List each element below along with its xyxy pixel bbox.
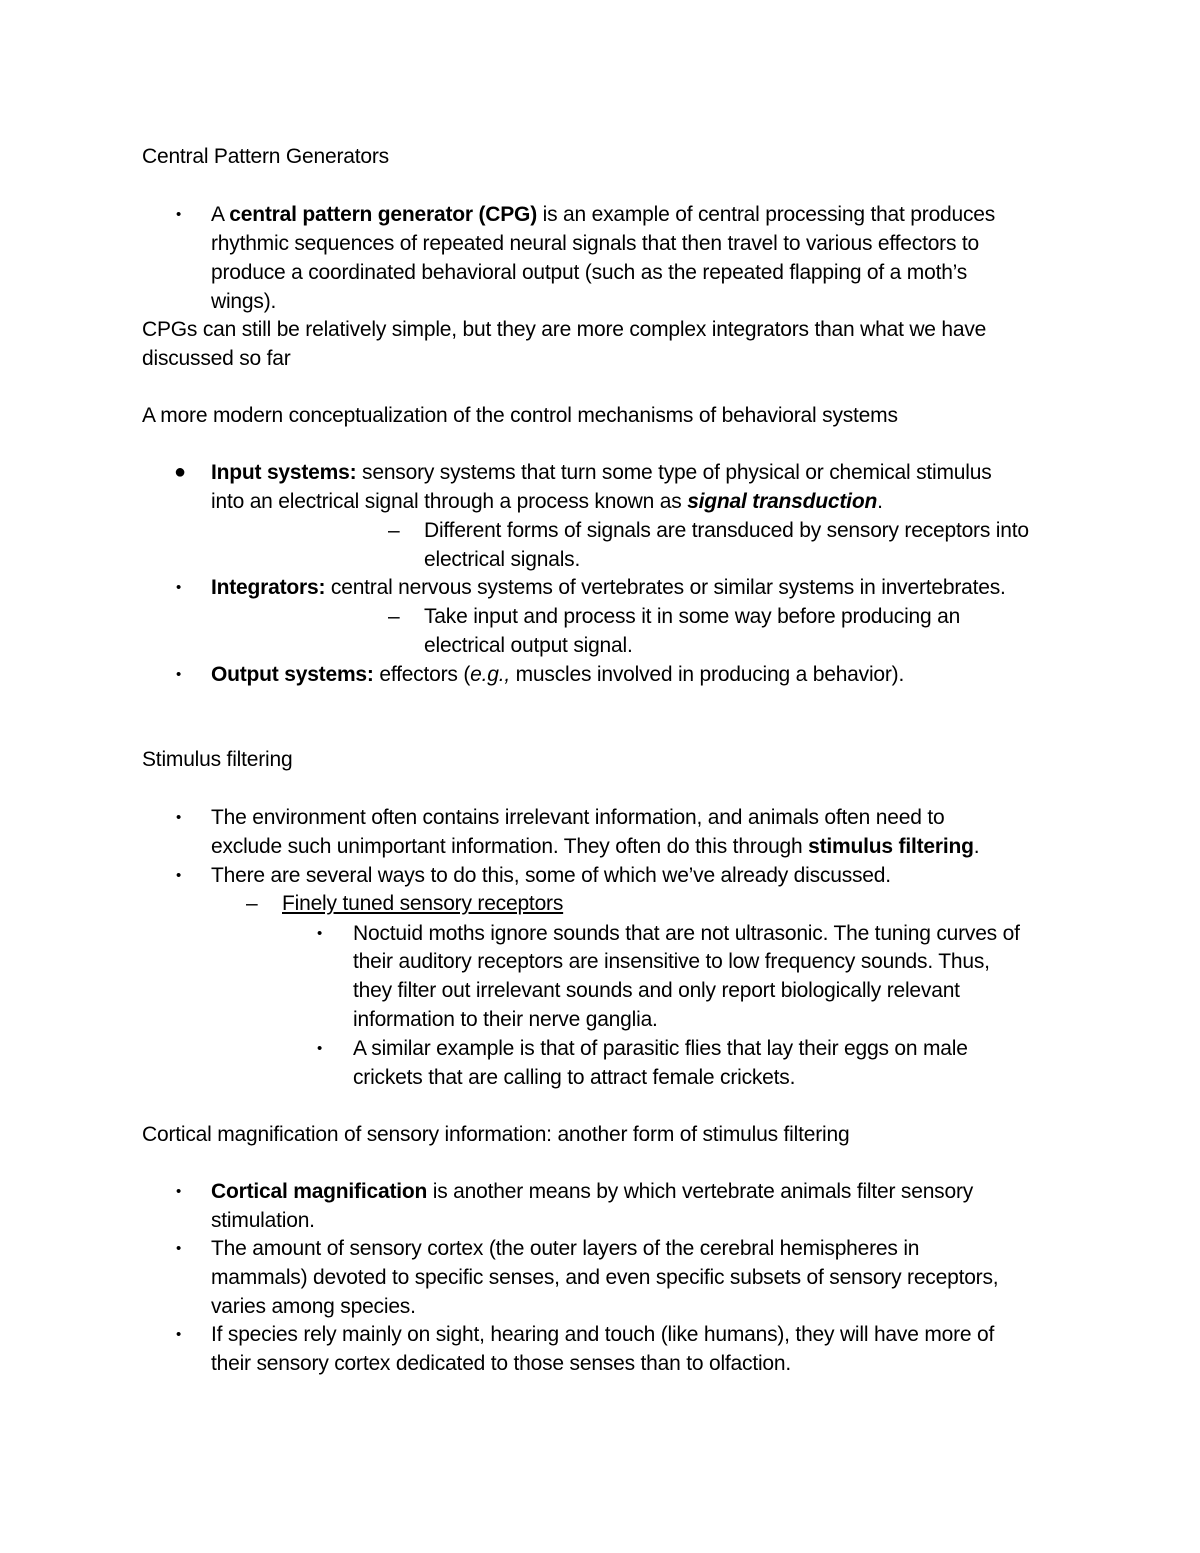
heading-stimulus-filtering: Stimulus filtering (142, 748, 293, 771)
cortical-bullet-1-line-2: stimulation. (211, 1209, 315, 1232)
heading-cortical: Cortical magnification of sensory information: another form of stimulus filtering (142, 1123, 850, 1146)
bullet-icon: • (176, 809, 182, 826)
noctuid-line-2: their auditory receptors are insensitive to low frequency sounds. Thus, (353, 950, 990, 973)
input-sub-line-1: Different forms of signals are transduced by sensory receptors into (424, 519, 1029, 542)
dash-icon: – (388, 605, 400, 628)
integrators-sub-line-2: electrical output signal. (424, 634, 633, 657)
bullet-icon: • (176, 666, 182, 683)
filled-bullet-icon: ● (174, 461, 187, 483)
cpg-bullet-line-4: wings). (211, 290, 277, 313)
bullet-icon: • (176, 579, 182, 596)
integrators-line-1: Integrators: central nervous systems of vertebrates or similar systems in invertebrates. (211, 576, 1006, 599)
integrators-sub-line-1: Take input and process it in some way before producing an (424, 605, 961, 628)
cortical-bullet-2-line-1: The amount of sensory cortex (the outer layers of the cerebral hemispheres in (211, 1237, 920, 1260)
cpg-bullet-line-2: rhythmic sequences of repeated neural signals that then travel to various effectors to (211, 232, 980, 255)
noctuid-line-3: they filter out irrelevant sounds and only report biologically relevant (353, 979, 960, 1002)
cpg-paragraph-line-1: CPGs can still be relatively simple, but they are more complex integrators than what we have (142, 318, 987, 341)
bullet-icon: • (317, 1040, 323, 1057)
flies-line-2: crickets that are calling to attract female crickets. (353, 1066, 796, 1089)
heading-modern: A more modern conceptualization of the control mechanisms of behavioral systems (142, 404, 898, 427)
finely-tuned-heading: Finely tuned sensory receptors (282, 892, 564, 915)
stimulus-bullet-1-line-2: exclude such unimportant information. They often do this through stimulus filtering. (211, 835, 980, 858)
input-sub-line-2: electrical signals. (424, 548, 581, 571)
noctuid-line-1: Noctuid moths ignore sounds that are not ultrasonic. The tuning curves of (353, 922, 1020, 945)
heading-cpg: Central Pattern Generators (142, 145, 389, 168)
cortical-bullet-3-line-1: If species rely mainly on sight, hearing and touch (like humans), they will have more of (211, 1323, 995, 1346)
dash-icon: – (388, 519, 400, 542)
bullet-icon: • (176, 1240, 182, 1257)
cortical-bullet-2-line-2: mammals) devoted to specific senses, and even specific subsets of sensory receptors, (211, 1266, 999, 1289)
input-systems-line-2: into an electrical signal through a process known as signal transduction. (211, 490, 883, 513)
dash-icon: – (246, 892, 258, 915)
input-systems-line-1: Input systems: sensory systems that turn some type of physical or chemical stimulus (211, 461, 992, 484)
stimulus-bullet-2: There are several ways to do this, some of which we’ve already discussed. (211, 864, 891, 887)
cortical-bullet-2-line-3: varies among species. (211, 1295, 416, 1318)
bullet-icon: • (176, 1326, 182, 1343)
bullet-icon: • (176, 206, 182, 223)
cpg-paragraph-line-2: discussed so far (142, 347, 291, 370)
cpg-bullet-line-1: A central pattern generator (CPG) is an example of central processing that produces (211, 203, 996, 226)
noctuid-line-4: information to their nerve ganglia. (353, 1008, 658, 1031)
stimulus-bullet-1-line-1: The environment often contains irrelevant information, and animals often need to (211, 806, 945, 829)
output-systems-line-1: Output systems: effectors (e.g., muscles involved in producing a behavior). (211, 663, 905, 686)
cpg-bullet-line-3: produce a coordinated behavioral output (such as the repeated flapping of a moth’s (211, 261, 968, 284)
bullet-icon: • (176, 867, 182, 884)
bullet-icon: • (317, 925, 323, 942)
cortical-bullet-3-line-2: their sensory cortex dedicated to those senses than to olfaction. (211, 1352, 792, 1375)
bullet-icon: • (176, 1183, 182, 1200)
cortical-bullet-1-line-1: Cortical magnification is another means by which vertebrate animals filter sensory (211, 1180, 974, 1203)
flies-line-1: A similar example is that of parasitic flies that lay their eggs on male (353, 1037, 968, 1060)
